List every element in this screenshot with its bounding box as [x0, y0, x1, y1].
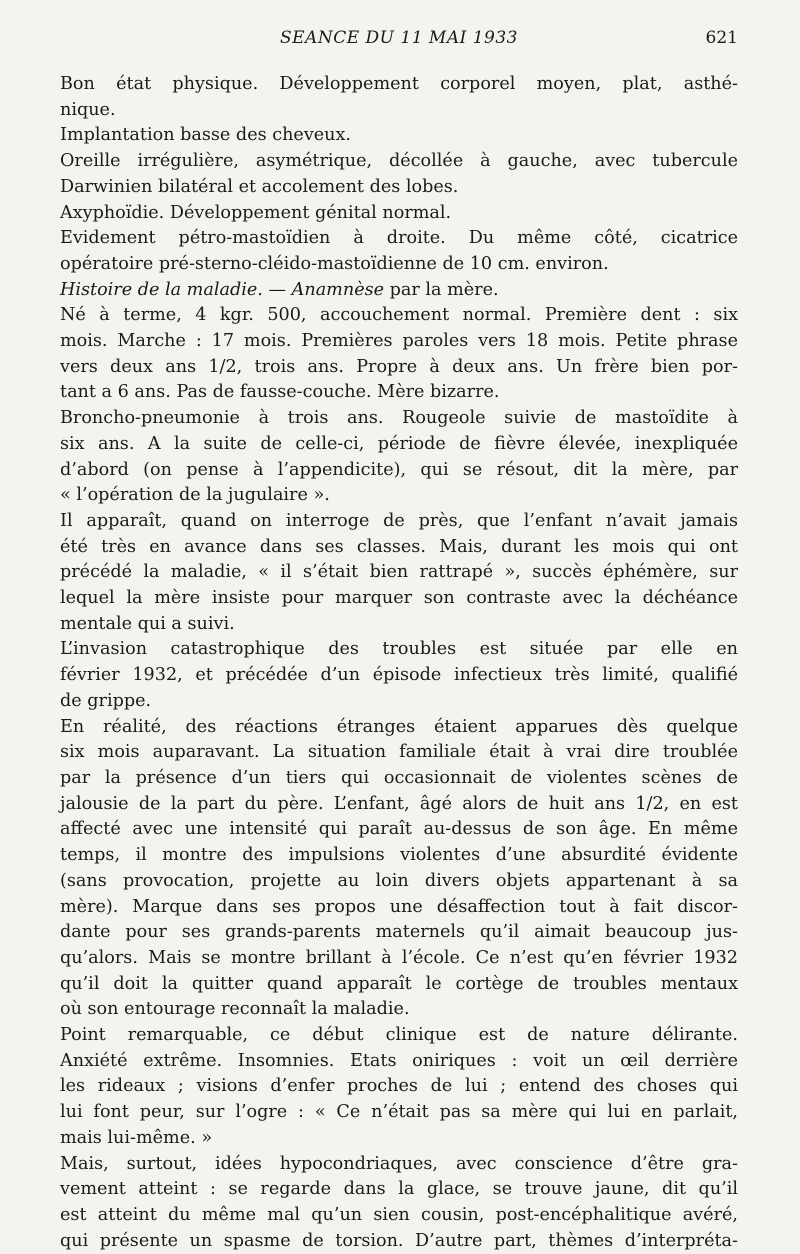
line-text: Oreille irrégulière, asymétrique, décollée à gauche, avec tubercule	[60, 151, 738, 172]
text-line	[60, 869, 738, 895]
line-text: Evidement pétro-mastoïdien à droite. Du même côté, cicatrice	[60, 228, 738, 249]
history-title: Histoire de la maladie.	[60, 279, 263, 300]
text-line	[60, 715, 738, 741]
line-text: affecté avec une intensité qui paraît au-dessus de son âge. En même	[60, 819, 738, 840]
line-text: qui présente un spasme de torsion. D’autre part, thèmes d’interpréta-	[60, 1230, 738, 1251]
line-text: par la présence d’un tiers qui occasionnait de violentes scènes de	[60, 767, 738, 788]
text-line	[60, 458, 738, 484]
line-text: qu’il doit la quitter quand apparaît le cortège de troubles mentaux	[60, 973, 738, 994]
line-text: six mois auparavant. La situation familiale était à vrai dire troublée	[60, 742, 738, 763]
text-line	[60, 380, 738, 406]
text-line	[60, 278, 738, 304]
text-line	[60, 483, 738, 509]
line-text: six ans. A la suite de celle-ci, période de fièvre élevée, inexpliquée	[60, 433, 738, 454]
page-header	[60, 28, 738, 54]
text-line	[60, 123, 738, 149]
line-text: Anxiété extrême. Insomnies. Etats oniriques : voit un œil derrière	[60, 1050, 738, 1071]
text-line	[60, 72, 738, 98]
text-line	[60, 252, 738, 278]
line-text: temps, il montre des impulsions violentes d’une absurdité évidente	[60, 845, 738, 866]
line-text: qu’alors. Mais se montre brillant à l’école. Ce n’est qu’en février 1932	[60, 947, 738, 968]
text-line	[60, 201, 738, 227]
line-text: Axyphoïdie. Développement génital normal.	[60, 202, 452, 223]
line-text: « l’opération de la jugulaire ».	[60, 485, 330, 506]
line-text: tant a 6 ans. Pas de fausse-couche. Mère bizarre.	[60, 382, 500, 403]
history-subtitle: Anamnèse	[291, 279, 385, 300]
text-line	[60, 586, 738, 612]
text-line	[60, 920, 738, 946]
line-text: nique.	[60, 99, 116, 120]
text-line	[60, 637, 738, 663]
text-line	[60, 740, 738, 766]
text-line	[60, 560, 738, 586]
text-line	[60, 432, 738, 458]
line-text: Il apparaît, quand on interroge de près, que l’enfant n’avait jamais	[60, 510, 738, 531]
line-text: mentale qui a suivi.	[60, 613, 235, 634]
line-text: Né à terme, 4 kgr. 500, accouchement normal. Première dent : six	[60, 305, 738, 326]
text-line	[60, 946, 738, 972]
line-text: Darwinien bilatéral et accolement des lobes.	[60, 176, 459, 197]
text-line	[60, 1023, 738, 1049]
line-text: dante pour ses grands-parents maternels qu’il aimait beaucoup jus-	[60, 922, 738, 943]
text-line	[60, 329, 738, 355]
text-line	[60, 509, 738, 535]
text-line	[60, 792, 738, 818]
line-text: vers deux ans 1/2, trois ans. Propre à deux ans. Un frère bien por-	[60, 356, 738, 377]
text-line	[60, 406, 738, 432]
body-text	[60, 72, 738, 1254]
text-line	[60, 1203, 738, 1229]
text-line	[60, 1152, 738, 1178]
line-text	[60, 278, 738, 304]
text-line	[60, 535, 738, 561]
text-line	[60, 972, 738, 998]
text-line	[60, 98, 738, 124]
line-text: mais lui-même. »	[60, 1127, 213, 1148]
line-text: précédé la maladie, « il s’était bien rattrapé », succès éphémère, sur	[60, 562, 738, 583]
text-line	[60, 149, 738, 175]
line-text: de grippe.	[60, 690, 152, 711]
line-text: opératoire pré-sterno-cléido-mastoïdienne de 10 cm. environ.	[60, 253, 609, 274]
line-text: (sans provocation, projette au loin divers objets appartenant à sa	[60, 870, 738, 891]
line-text: Implantation basse des cheveux.	[60, 125, 352, 146]
text-line	[60, 226, 738, 252]
text-line	[60, 663, 738, 689]
text-line	[60, 766, 738, 792]
running-title: SEANCE DU 11 MAI 1933	[280, 28, 518, 48]
text-line	[60, 1229, 738, 1254]
line-text: L’invasion catastrophique des troubles est située par elle en	[60, 639, 738, 660]
line-text: où son entourage reconnaît la maladie.	[60, 999, 410, 1020]
line-text: Bon état physique. Développement corporel moyen, plat, asthé-	[60, 74, 738, 94]
line-text: mère). Marque dans ses propos une désaffection tout à fait discor-	[60, 896, 738, 917]
line-text: lequel la mère insiste pour marquer son contraste avec la déchéance	[60, 588, 738, 609]
text-line	[60, 1126, 738, 1152]
history-rest: par la mère.	[384, 279, 499, 300]
text-line	[60, 1177, 738, 1203]
text-line	[60, 817, 738, 843]
text-line	[60, 303, 738, 329]
text-line	[60, 689, 738, 715]
text-line	[60, 355, 738, 381]
text-line	[60, 997, 738, 1023]
text-line	[60, 175, 738, 201]
line-text: jalousie de la part du père. L’enfant, âgé alors de huit ans 1/2, en est	[60, 793, 738, 814]
text-line	[60, 843, 738, 869]
line-text: vement atteint : se regarde dans la glace, se trouve jaune, dit qu’il	[60, 1179, 738, 1200]
text-line	[60, 612, 738, 638]
text-line	[60, 1074, 738, 1100]
line-text: Broncho-pneumonie à trois ans. Rougeole suivie de mastoïdite à	[60, 408, 738, 429]
line-text: d’abord (on pense à l’appendicite), qui se résout, dit la mère, par	[60, 459, 738, 480]
text-line	[60, 1100, 738, 1126]
page-number: 621	[705, 28, 738, 48]
line-text: est atteint du même mal qu’un sien cousin, post-encéphalitique avéré,	[60, 1204, 738, 1225]
line-text: En réalité, des réactions étranges étaient apparues dès quelque	[60, 716, 738, 737]
line-text: février 1932, et précédée d’un épisode infectieux très limité, qualifié	[60, 665, 738, 686]
line-text: été très en avance dans ses classes. Mais, durant les mois qui ont	[60, 536, 738, 557]
line-text: Point remarquable, ce début clinique est de nature délirante.	[60, 1025, 738, 1046]
line-text: Mais, surtout, idées hypocondriaques, avec conscience d’être gra-	[60, 1153, 738, 1174]
line-text: les rideaux ; visions d’enfer proches de lui ; entend des choses qui	[60, 1076, 738, 1097]
history-dash: —	[262, 279, 292, 300]
line-text: mois. Marche : 17 mois. Premières paroles vers 18 mois. Petite phrase	[60, 331, 738, 352]
text-line	[60, 895, 738, 921]
line-text: lui font peur, sur l’ogre : « Ce n’était pas sa mère qui lui en parlait,	[60, 1102, 738, 1123]
text-line	[60, 1049, 738, 1075]
